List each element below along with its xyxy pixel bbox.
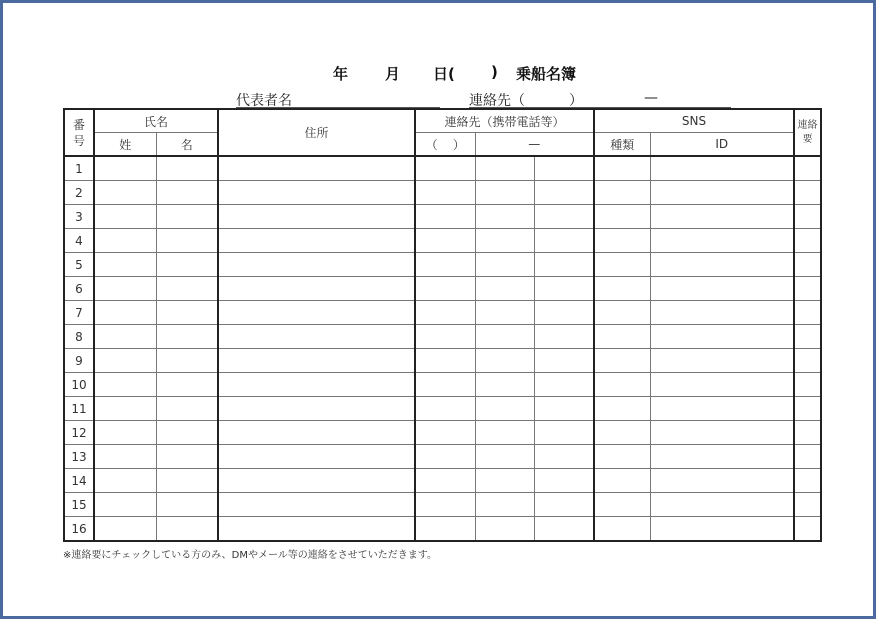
sns-id-cell[interactable] [650,445,794,469]
sns-id-cell[interactable] [650,277,794,301]
representative-contact-dash: — [644,90,658,106]
address-cell[interactable] [218,181,415,205]
row-number: 14 [64,469,94,493]
contact-required-cell[interactable] [794,325,821,349]
phone-first-cell[interactable] [475,397,534,421]
sns-type-cell[interactable] [594,156,650,181]
phone-second-cell[interactable] [534,397,594,421]
given-name-cell[interactable] [156,205,218,229]
row-number: 3 [64,205,94,229]
area-code-cell[interactable] [415,277,475,301]
sns-id-cell[interactable] [650,325,794,349]
contact-required-cell[interactable] [794,301,821,325]
title-month: 月 [385,65,401,83]
sns-id-cell[interactable] [650,349,794,373]
sns-header: SNS [594,109,794,133]
phone-first-cell[interactable] [475,373,534,397]
given-name-cell[interactable] [156,181,218,205]
sns-type-cell[interactable] [594,445,650,469]
number-header-top: 番 [72,117,85,132]
area-code-cell[interactable] [415,181,475,205]
address-cell[interactable] [218,325,415,349]
phone-first-cell[interactable] [475,181,534,205]
row-number: 10 [64,373,94,397]
area-code-cell[interactable] [415,469,475,493]
phone-second-cell[interactable] [534,373,594,397]
contact-required-header-top: 連絡 [797,119,818,131]
row-number: 15 [64,493,94,517]
sns-id-cell[interactable] [650,517,794,542]
sns-type-cell[interactable] [594,253,650,277]
address-cell[interactable] [218,445,415,469]
sns-id-cell[interactable] [650,156,794,181]
row-number: 5 [64,253,94,277]
contact-required-cell[interactable] [794,517,821,542]
table-row [64,301,821,325]
sns-type-cell[interactable] [594,421,650,445]
phone-second-cell[interactable] [534,325,594,349]
area-code-cell[interactable] [415,397,475,421]
table-row [64,517,821,542]
title-name: 乗船名簿 [516,65,577,83]
number-header-bottom: 号 [72,133,85,148]
phone-first-cell[interactable] [475,325,534,349]
given-name-cell[interactable] [156,517,218,542]
contact-required-cell[interactable] [794,181,821,205]
address-cell[interactable] [218,253,415,277]
roster-body [64,156,821,541]
surname-cell[interactable] [94,517,156,542]
sns-type-header: 種類 [594,133,650,157]
phone-second-cell[interactable] [534,229,594,253]
contact-required-cell[interactable] [794,469,821,493]
phone-first-cell[interactable] [475,156,534,181]
contact-required-cell[interactable] [794,229,821,253]
table-row [64,493,821,517]
address-cell[interactable] [218,205,415,229]
surname-cell[interactable] [94,229,156,253]
address-cell[interactable] [218,229,415,253]
surname-header: 姓 [94,133,156,157]
surname-cell[interactable] [94,205,156,229]
phone-second-cell[interactable] [534,253,594,277]
surname-cell[interactable] [94,445,156,469]
sns-id-cell[interactable] [650,493,794,517]
phone-second-cell[interactable] [534,349,594,373]
header-row-1 [64,109,821,133]
sns-type-cell[interactable] [594,373,650,397]
contact-required-cell[interactable] [794,445,821,469]
table-row [64,469,821,493]
phone-first-cell[interactable] [475,445,534,469]
phone-second-cell[interactable] [534,205,594,229]
area-code-cell[interactable] [415,253,475,277]
sns-type-cell[interactable] [594,349,650,373]
row-number: 8 [64,325,94,349]
representative-contact-close: ） [569,93,583,109]
given-name-cell[interactable] [156,397,218,421]
area-code-cell[interactable] [415,517,475,542]
given-name-cell[interactable] [156,229,218,253]
address-cell[interactable] [218,469,415,493]
phone-second-cell[interactable] [534,181,594,205]
table-row [64,253,821,277]
sns-type-cell[interactable] [594,325,650,349]
phone-first-cell[interactable] [475,253,534,277]
table-row [64,277,821,301]
address-cell[interactable] [218,517,415,542]
phone-first-cell[interactable] [475,517,534,542]
contact-required-cell[interactable] [794,349,821,373]
sns-type-cell[interactable] [594,229,650,253]
phone-second-cell[interactable] [534,517,594,542]
address-cell[interactable] [218,421,415,445]
address-cell[interactable] [218,301,415,325]
phone-second-cell[interactable] [534,445,594,469]
table-row [64,205,821,229]
phone-first-cell[interactable] [475,277,534,301]
row-number: 11 [64,397,94,421]
contact-required-cell[interactable] [794,373,821,397]
surname-cell[interactable] [94,421,156,445]
surname-cell[interactable] [94,373,156,397]
area-code-cell[interactable] [415,421,475,445]
area-code-header [415,133,475,157]
number-header [64,109,94,156]
given-name-cell[interactable] [156,469,218,493]
sns-id-cell[interactable] [650,469,794,493]
address-cell[interactable] [218,349,415,373]
given-name-cell[interactable] [156,373,218,397]
phone-dash-header: — [475,133,594,157]
table-row [64,349,821,373]
representative-row [3,90,876,108]
surname-cell[interactable] [94,253,156,277]
surname-cell[interactable] [94,301,156,325]
phone-first-cell[interactable] [475,301,534,325]
phone-second-cell[interactable] [534,301,594,325]
sns-type-cell[interactable] [594,469,650,493]
title-year: 年 [333,65,349,83]
address-cell[interactable] [218,277,415,301]
table-row [64,181,821,205]
surname-cell[interactable] [94,493,156,517]
contact-required-cell[interactable] [794,253,821,277]
surname-cell[interactable] [94,397,156,421]
phone-first-cell[interactable] [475,493,534,517]
phone-second-cell[interactable] [534,493,594,517]
contact-required-cell[interactable] [794,421,821,445]
phone-second-cell[interactable] [534,156,594,181]
sns-id-header: ID [650,133,794,157]
row-number: 1 [64,156,94,181]
sns-type-cell[interactable] [594,301,650,325]
area-code-cell[interactable] [415,325,475,349]
row-number: 12 [64,421,94,445]
phone-first-cell[interactable] [475,229,534,253]
table-row [64,397,821,421]
row-number: 9 [64,349,94,373]
area-code-cell[interactable] [415,373,475,397]
area-code-cell[interactable] [415,301,475,325]
title-day-close: ) [491,63,498,81]
given-name-cell[interactable] [156,325,218,349]
given-name-cell[interactable] [156,277,218,301]
sns-id-cell[interactable] [650,229,794,253]
sns-id-cell[interactable] [650,253,794,277]
phone-first-cell[interactable] [475,421,534,445]
address-cell[interactable] [218,397,415,421]
table-row [64,445,821,469]
table-row [64,373,821,397]
sns-id-cell[interactable] [650,301,794,325]
surname-cell[interactable] [94,181,156,205]
row-number: 7 [64,301,94,325]
surname-cell[interactable] [94,349,156,373]
phone-first-cell[interactable] [475,205,534,229]
contact-required-header [794,109,821,156]
area-code-open: （ [425,137,438,152]
given-name-cell[interactable] [156,301,218,325]
row-number: 2 [64,181,94,205]
sns-type-cell[interactable] [594,493,650,517]
phone-first-cell[interactable] [475,349,534,373]
phone-second-cell[interactable] [534,469,594,493]
table-row [64,421,821,445]
table-row [64,325,821,349]
area-code-cell[interactable] [415,205,475,229]
contact-required-cell[interactable] [794,156,821,181]
phone-second-cell[interactable] [534,277,594,301]
sns-id-cell[interactable] [650,397,794,421]
address-cell[interactable] [218,493,415,517]
sns-id-cell[interactable] [650,181,794,205]
phone-first-cell[interactable] [475,469,534,493]
area-code-cell[interactable] [415,156,475,181]
contact-header: 連絡先（携帯電話等） [415,109,594,133]
name-header: 氏名 [94,109,218,133]
row-number: 13 [64,445,94,469]
row-number: 16 [64,517,94,542]
address-cell[interactable] [218,373,415,397]
row-number: 4 [64,229,94,253]
surname-cell[interactable] [94,469,156,493]
area-code-cell[interactable] [415,445,475,469]
sns-id-cell[interactable] [650,421,794,445]
surname-cell[interactable] [94,277,156,301]
address-header: 住所 [218,109,415,156]
sns-id-cell[interactable] [650,373,794,397]
area-code-cell[interactable] [415,493,475,517]
given-name-cell[interactable] [156,493,218,517]
contact-required-cell[interactable] [794,205,821,229]
representative-contact-label: 連絡先（ [469,93,525,109]
representative-label: 代表者名 [236,93,292,109]
given-name-cell[interactable] [156,349,218,373]
given-name-cell[interactable] [156,421,218,445]
surname-cell[interactable] [94,156,156,181]
sns-type-cell[interactable] [594,517,650,542]
contact-required-cell[interactable] [794,493,821,517]
footnote: ※連絡要にチェックしている方のみ、DMやメール等の連絡をさせていただきます。 [63,550,438,561]
given-name-cell[interactable] [156,253,218,277]
contact-required-cell[interactable] [794,397,821,421]
contact-required-cell[interactable] [794,277,821,301]
given-name-cell[interactable] [156,445,218,469]
given-name-header: 名 [156,133,218,157]
area-code-cell[interactable] [415,229,475,253]
title-day: 日( [433,65,455,83]
sns-type-cell[interactable] [594,397,650,421]
area-code-cell[interactable] [415,349,475,373]
sns-id-cell[interactable] [650,205,794,229]
phone-second-cell[interactable] [534,421,594,445]
header-row-2 [64,133,821,157]
passenger-roster-table [63,108,822,542]
contact-required-header-bottom: 要 [802,133,813,145]
address-cell[interactable] [218,156,415,181]
row-number: 6 [64,277,94,301]
surname-cell[interactable] [94,325,156,349]
area-code-close: ） [452,137,465,152]
sns-type-cell[interactable] [594,277,650,301]
sns-type-cell[interactable] [594,181,650,205]
table-row [64,229,821,253]
roster-title [3,63,876,85]
table-row [64,156,821,181]
sns-type-cell[interactable] [594,205,650,229]
given-name-cell[interactable] [156,156,218,181]
